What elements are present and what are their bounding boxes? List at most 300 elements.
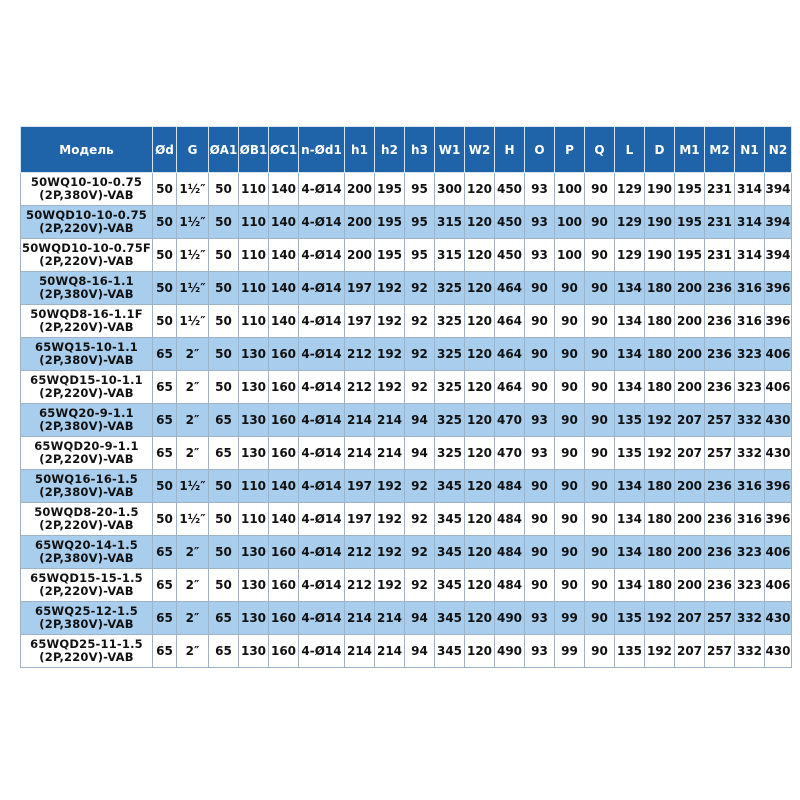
column-header: n-Ød1 <box>299 127 345 173</box>
value-cell: 90 <box>585 503 615 536</box>
value-cell: 129 <box>615 173 645 206</box>
value-cell: 90 <box>555 272 585 305</box>
value-cell: 120 <box>465 371 495 404</box>
value-cell: 323 <box>735 338 765 371</box>
value-cell: 160 <box>269 602 299 635</box>
thread-cell: 2″ <box>177 569 209 602</box>
value-cell: 90 <box>525 536 555 569</box>
value-cell: 394 <box>765 206 792 239</box>
value-cell: 315 <box>435 239 465 272</box>
value-cell: 110 <box>239 173 269 206</box>
model-spec: (2P,220V)-VAB <box>39 452 134 466</box>
thread-cell: 1½″ <box>177 173 209 206</box>
value-cell: 212 <box>345 569 375 602</box>
value-cell: 314 <box>735 173 765 206</box>
table-row <box>21 338 792 371</box>
value-cell: 300 <box>435 173 465 206</box>
value-cell: 50 <box>209 503 239 536</box>
value-cell: 316 <box>735 503 765 536</box>
value-cell: 92 <box>405 536 435 569</box>
value-cell: 120 <box>465 404 495 437</box>
model-name: 65WQ20-9-1.1 <box>39 406 134 420</box>
value-cell: 214 <box>375 635 405 668</box>
value-cell: 65 <box>153 338 177 371</box>
value-cell: 192 <box>645 635 675 668</box>
value-cell: 195 <box>675 173 705 206</box>
value-cell: 236 <box>705 503 735 536</box>
value-cell: 345 <box>435 470 465 503</box>
value-cell: 93 <box>525 437 555 470</box>
value-cell: 90 <box>585 470 615 503</box>
column-header: L <box>615 127 645 173</box>
value-cell: 90 <box>555 338 585 371</box>
value-cell: 134 <box>615 536 645 569</box>
value-cell: 92 <box>405 338 435 371</box>
value-cell: 90 <box>555 371 585 404</box>
value-cell: 214 <box>345 635 375 668</box>
value-cell: 90 <box>555 305 585 338</box>
value-cell: 4-Ø14 <box>299 536 345 569</box>
value-cell: 129 <box>615 239 645 272</box>
value-cell: 93 <box>525 404 555 437</box>
value-cell: 396 <box>765 503 792 536</box>
model-name: 50WQ16-16-1.5 <box>35 472 138 486</box>
model-spec: (2P,380V)-VAB <box>39 287 134 301</box>
value-cell: 200 <box>675 338 705 371</box>
value-cell: 92 <box>405 272 435 305</box>
value-cell: 200 <box>675 536 705 569</box>
column-header: Q <box>585 127 615 173</box>
value-cell: 94 <box>405 404 435 437</box>
model-name: 50WQ10-10-0.75 <box>30 175 143 189</box>
model-spec: (2P,220V)-VAB <box>39 650 134 664</box>
value-cell: 90 <box>525 470 555 503</box>
column-header: W2 <box>465 127 495 173</box>
column-header: G <box>177 127 209 173</box>
thread-cell: 2″ <box>177 437 209 470</box>
value-cell: 90 <box>555 470 585 503</box>
value-cell: 135 <box>615 404 645 437</box>
header-row <box>21 127 792 173</box>
value-cell: 4-Ø14 <box>299 305 345 338</box>
value-cell: 236 <box>705 569 735 602</box>
table-row <box>21 206 792 239</box>
value-cell: 130 <box>239 338 269 371</box>
value-cell: 200 <box>675 272 705 305</box>
thread-cell: 1½″ <box>177 470 209 503</box>
value-cell: 130 <box>239 437 269 470</box>
value-cell: 484 <box>495 470 525 503</box>
value-cell: 65 <box>153 404 177 437</box>
thread-cell: 2″ <box>177 602 209 635</box>
value-cell: 90 <box>585 239 615 272</box>
value-cell: 190 <box>645 239 675 272</box>
value-cell: 332 <box>735 404 765 437</box>
value-cell: 90 <box>585 602 615 635</box>
value-cell: 4-Ø14 <box>299 503 345 536</box>
value-cell: 323 <box>735 371 765 404</box>
value-cell: 65 <box>153 602 177 635</box>
value-cell: 50 <box>209 305 239 338</box>
value-cell: 212 <box>345 536 375 569</box>
value-cell: 4-Ø14 <box>299 272 345 305</box>
value-cell: 50 <box>209 338 239 371</box>
value-cell: 484 <box>495 536 525 569</box>
value-cell: 94 <box>405 437 435 470</box>
value-cell: 50 <box>153 206 177 239</box>
value-cell: 192 <box>375 503 405 536</box>
value-cell: 65 <box>153 536 177 569</box>
value-cell: 120 <box>465 206 495 239</box>
value-cell: 257 <box>705 404 735 437</box>
value-cell: 50 <box>209 569 239 602</box>
value-cell: 120 <box>465 536 495 569</box>
value-cell: 129 <box>615 206 645 239</box>
thread-cell: 1½″ <box>177 503 209 536</box>
value-cell: 345 <box>435 602 465 635</box>
value-cell: 140 <box>269 239 299 272</box>
value-cell: 134 <box>615 503 645 536</box>
value-cell: 90 <box>585 173 615 206</box>
thread-cell: 1½″ <box>177 239 209 272</box>
table-row <box>21 536 792 569</box>
value-cell: 325 <box>435 404 465 437</box>
value-cell: 195 <box>375 173 405 206</box>
value-cell: 120 <box>465 569 495 602</box>
model-spec: (2P,220V)-VAB <box>39 584 134 598</box>
value-cell: 120 <box>465 503 495 536</box>
value-cell: 160 <box>269 569 299 602</box>
value-cell: 160 <box>269 536 299 569</box>
value-cell: 470 <box>495 437 525 470</box>
value-cell: 394 <box>765 173 792 206</box>
value-cell: 200 <box>675 470 705 503</box>
thread-cell: 2″ <box>177 338 209 371</box>
value-cell: 4-Ø14 <box>299 437 345 470</box>
value-cell: 134 <box>615 305 645 338</box>
model-name: 65WQD20-9-1.1 <box>34 439 139 453</box>
value-cell: 192 <box>375 338 405 371</box>
value-cell: 195 <box>375 239 405 272</box>
value-cell: 231 <box>705 173 735 206</box>
value-cell: 450 <box>495 239 525 272</box>
value-cell: 90 <box>525 569 555 602</box>
value-cell: 4-Ø14 <box>299 206 345 239</box>
value-cell: 134 <box>615 371 645 404</box>
value-cell: 325 <box>435 338 465 371</box>
value-cell: 450 <box>495 206 525 239</box>
value-cell: 200 <box>345 206 375 239</box>
value-cell: 90 <box>555 437 585 470</box>
column-header: Модель <box>21 127 153 173</box>
value-cell: 90 <box>585 569 615 602</box>
column-header: D <box>645 127 675 173</box>
value-cell: 484 <box>495 569 525 602</box>
value-cell: 90 <box>585 404 615 437</box>
value-cell: 50 <box>209 206 239 239</box>
value-cell: 236 <box>705 470 735 503</box>
table-row <box>21 272 792 305</box>
value-cell: 195 <box>675 239 705 272</box>
value-cell: 92 <box>405 305 435 338</box>
value-cell: 130 <box>239 404 269 437</box>
column-header: h3 <box>405 127 435 173</box>
value-cell: 200 <box>345 173 375 206</box>
value-cell: 192 <box>645 404 675 437</box>
value-cell: 65 <box>153 635 177 668</box>
value-cell: 470 <box>495 404 525 437</box>
value-cell: 4-Ø14 <box>299 404 345 437</box>
value-cell: 396 <box>765 272 792 305</box>
value-cell: 135 <box>615 437 645 470</box>
value-cell: 134 <box>615 569 645 602</box>
value-cell: 130 <box>239 569 269 602</box>
column-header: N2 <box>765 127 792 173</box>
value-cell: 90 <box>555 569 585 602</box>
table-row <box>21 569 792 602</box>
value-cell: 192 <box>645 437 675 470</box>
value-cell: 464 <box>495 305 525 338</box>
value-cell: 94 <box>405 602 435 635</box>
value-cell: 332 <box>735 437 765 470</box>
value-cell: 120 <box>465 602 495 635</box>
model-spec: (2P,380V)-VAB <box>39 419 134 433</box>
value-cell: 325 <box>435 305 465 338</box>
value-cell: 93 <box>525 635 555 668</box>
value-cell: 50 <box>153 305 177 338</box>
value-cell: 200 <box>675 569 705 602</box>
value-cell: 214 <box>375 602 405 635</box>
model-cell <box>21 635 153 668</box>
value-cell: 190 <box>645 206 675 239</box>
value-cell: 135 <box>615 602 645 635</box>
model-spec: (2P,380V)-VAB <box>39 617 134 631</box>
value-cell: 430 <box>765 602 792 635</box>
model-cell <box>21 272 153 305</box>
model-spec: (2P,220V)-VAB <box>39 221 134 235</box>
value-cell: 396 <box>765 305 792 338</box>
model-cell <box>21 173 153 206</box>
value-cell: 130 <box>239 536 269 569</box>
value-cell: 160 <box>269 437 299 470</box>
value-cell: 192 <box>375 371 405 404</box>
value-cell: 140 <box>269 503 299 536</box>
value-cell: 345 <box>435 569 465 602</box>
value-cell: 4-Ø14 <box>299 239 345 272</box>
column-header: ØA1 <box>209 127 239 173</box>
value-cell: 325 <box>435 371 465 404</box>
model-name: 50WQD10-10-0.75 <box>26 208 147 222</box>
model-name: 65WQ20-14-1.5 <box>35 538 138 552</box>
value-cell: 50 <box>153 239 177 272</box>
thread-cell: 1½″ <box>177 206 209 239</box>
value-cell: 140 <box>269 173 299 206</box>
value-cell: 464 <box>495 371 525 404</box>
value-cell: 200 <box>675 503 705 536</box>
value-cell: 236 <box>705 272 735 305</box>
value-cell: 396 <box>765 470 792 503</box>
value-cell: 120 <box>465 437 495 470</box>
table-row <box>21 371 792 404</box>
value-cell: 140 <box>269 305 299 338</box>
column-header: N1 <box>735 127 765 173</box>
value-cell: 99 <box>555 635 585 668</box>
value-cell: 236 <box>705 305 735 338</box>
value-cell: 257 <box>705 635 735 668</box>
model-name: 50WQ8-16-1.1 <box>39 274 134 288</box>
value-cell: 130 <box>239 602 269 635</box>
model-name: 65WQD25-11-1.5 <box>30 637 143 651</box>
value-cell: 90 <box>585 437 615 470</box>
model-name: 65WQD15-10-1.1 <box>30 373 143 387</box>
column-header: M2 <box>705 127 735 173</box>
value-cell: 90 <box>555 536 585 569</box>
value-cell: 323 <box>735 536 765 569</box>
value-cell: 236 <box>705 371 735 404</box>
value-cell: 140 <box>269 272 299 305</box>
value-cell: 197 <box>345 305 375 338</box>
value-cell: 257 <box>705 437 735 470</box>
column-header: H <box>495 127 525 173</box>
value-cell: 464 <box>495 338 525 371</box>
value-cell: 316 <box>735 470 765 503</box>
value-cell: 180 <box>645 305 675 338</box>
value-cell: 316 <box>735 305 765 338</box>
value-cell: 134 <box>615 470 645 503</box>
value-cell: 135 <box>615 635 645 668</box>
value-cell: 212 <box>345 371 375 404</box>
value-cell: 50 <box>209 239 239 272</box>
value-cell: 332 <box>735 635 765 668</box>
value-cell: 197 <box>345 470 375 503</box>
spec-table <box>20 126 792 668</box>
value-cell: 92 <box>405 470 435 503</box>
value-cell: 90 <box>525 338 555 371</box>
value-cell: 90 <box>585 635 615 668</box>
model-spec: (2P,380V)-VAB <box>39 485 134 499</box>
value-cell: 130 <box>239 371 269 404</box>
value-cell: 93 <box>525 602 555 635</box>
value-cell: 90 <box>585 338 615 371</box>
value-cell: 160 <box>269 635 299 668</box>
value-cell: 65 <box>209 404 239 437</box>
value-cell: 90 <box>585 371 615 404</box>
value-cell: 214 <box>375 437 405 470</box>
column-header: O <box>525 127 555 173</box>
value-cell: 332 <box>735 602 765 635</box>
value-cell: 180 <box>645 470 675 503</box>
model-spec: (2P,380V)-VAB <box>39 353 134 367</box>
value-cell: 490 <box>495 602 525 635</box>
value-cell: 110 <box>239 470 269 503</box>
value-cell: 200 <box>675 305 705 338</box>
value-cell: 120 <box>465 338 495 371</box>
value-cell: 490 <box>495 635 525 668</box>
model-name: 50WQD8-16-1.1F <box>30 307 143 321</box>
value-cell: 90 <box>585 206 615 239</box>
value-cell: 212 <box>345 338 375 371</box>
model-cell <box>21 338 153 371</box>
value-cell: 325 <box>435 437 465 470</box>
value-cell: 192 <box>375 305 405 338</box>
table-row <box>21 305 792 338</box>
value-cell: 110 <box>239 305 269 338</box>
value-cell: 65 <box>209 635 239 668</box>
value-cell: 4-Ø14 <box>299 173 345 206</box>
column-header: h2 <box>375 127 405 173</box>
model-cell <box>21 404 153 437</box>
model-cell <box>21 503 153 536</box>
value-cell: 200 <box>675 371 705 404</box>
value-cell: 93 <box>525 173 555 206</box>
value-cell: 92 <box>405 371 435 404</box>
value-cell: 430 <box>765 404 792 437</box>
value-cell: 180 <box>645 503 675 536</box>
value-cell: 90 <box>585 272 615 305</box>
value-cell: 99 <box>555 602 585 635</box>
value-cell: 92 <box>405 569 435 602</box>
value-cell: 316 <box>735 272 765 305</box>
value-cell: 90 <box>525 305 555 338</box>
model-name: 50WQD8-20-1.5 <box>34 505 139 519</box>
value-cell: 464 <box>495 272 525 305</box>
column-header: W1 <box>435 127 465 173</box>
value-cell: 180 <box>645 536 675 569</box>
value-cell: 192 <box>645 602 675 635</box>
value-cell: 140 <box>269 206 299 239</box>
value-cell: 50 <box>209 470 239 503</box>
value-cell: 406 <box>765 338 792 371</box>
value-cell: 50 <box>209 173 239 206</box>
value-cell: 90 <box>525 371 555 404</box>
value-cell: 90 <box>585 536 615 569</box>
value-cell: 134 <box>615 272 645 305</box>
value-cell: 197 <box>345 272 375 305</box>
table-row <box>21 503 792 536</box>
value-cell: 65 <box>153 437 177 470</box>
column-header: M1 <box>675 127 705 173</box>
value-cell: 95 <box>405 173 435 206</box>
value-cell: 110 <box>239 239 269 272</box>
value-cell: 180 <box>645 371 675 404</box>
value-cell: 325 <box>435 272 465 305</box>
value-cell: 190 <box>645 173 675 206</box>
value-cell: 207 <box>675 602 705 635</box>
value-cell: 130 <box>239 635 269 668</box>
value-cell: 4-Ø14 <box>299 569 345 602</box>
value-cell: 50 <box>153 503 177 536</box>
value-cell: 93 <box>525 206 555 239</box>
value-cell: 65 <box>209 437 239 470</box>
value-cell: 484 <box>495 503 525 536</box>
value-cell: 180 <box>645 569 675 602</box>
value-cell: 4-Ø14 <box>299 371 345 404</box>
value-cell: 4-Ø14 <box>299 635 345 668</box>
value-cell: 180 <box>645 272 675 305</box>
column-header: h1 <box>345 127 375 173</box>
model-cell <box>21 569 153 602</box>
value-cell: 207 <box>675 437 705 470</box>
value-cell: 214 <box>345 602 375 635</box>
model-spec: (2P,220V)-VAB <box>39 518 134 532</box>
value-cell: 140 <box>269 470 299 503</box>
value-cell: 134 <box>615 338 645 371</box>
value-cell: 110 <box>239 272 269 305</box>
model-spec: (2P,220V)-VAB <box>39 320 134 334</box>
value-cell: 120 <box>465 635 495 668</box>
value-cell: 214 <box>345 404 375 437</box>
value-cell: 4-Ø14 <box>299 338 345 371</box>
